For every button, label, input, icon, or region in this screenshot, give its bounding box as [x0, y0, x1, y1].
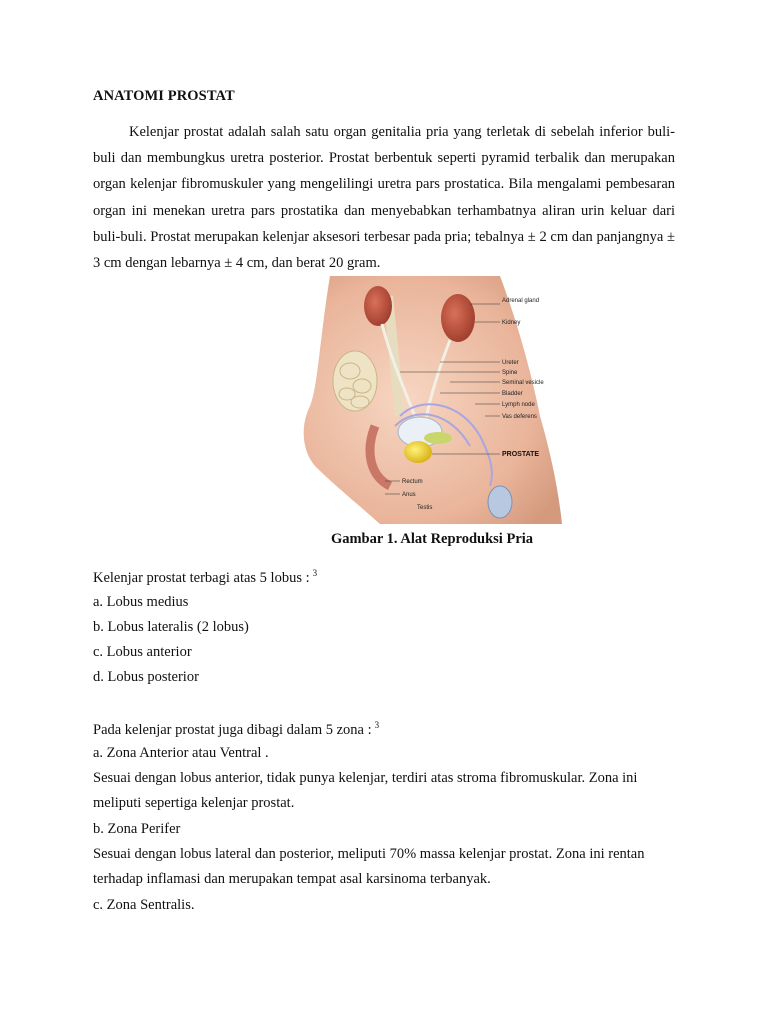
lobus-intro-text: Kelenjar prostat terbagi atas 5 lobus : [93, 570, 310, 586]
intro-paragraph [93, 119, 675, 276]
label-adrenal: Adrenal gland [502, 298, 540, 304]
lobus-item-posterior: d. Lobus posterior [93, 669, 199, 685]
zona-intro [93, 720, 379, 739]
label-prostate: PROSTATE [502, 451, 540, 458]
label-lymph: Lymph node [502, 402, 535, 408]
label-kidney: Kidney [502, 320, 521, 326]
anatomy-figure [300, 276, 562, 524]
label-rectum: Rectum [402, 479, 423, 485]
zona-intro-text: Pada kelenjar prostat juga dibagi dalam 5 zona : [93, 722, 372, 738]
label-ureter: Ureter [502, 360, 519, 366]
lobus-intro [93, 568, 317, 587]
lobus-item-anterior: c. Lobus anterior [93, 644, 192, 660]
zona-a-title: a. Zona Anterior atau Ventral . [93, 745, 269, 761]
zona-b-text-line-1: Sesuai dengan lobus lateral dan posterior, meliputi 70% massa kelenjar prostat. Zona ini rentan [93, 846, 645, 862]
label-anus: Anus [402, 492, 416, 498]
zona-c-title: c. Zona Sentralis. [93, 897, 195, 913]
lobus-item-medius: a. Lobus medius [93, 594, 189, 610]
zona-b-title: b. Zona Perifer [93, 821, 181, 837]
label-bladder: Bladder [502, 391, 523, 397]
zona-a-text-line-2: meliputi sepertiga kelenjar prostat. [93, 795, 295, 811]
section-title: ANATOMI PROSTAT [93, 88, 235, 104]
label-vas: Vas deferens [502, 414, 537, 420]
figure-caption: Gambar 1. Alat Reproduksi Pria [330, 531, 534, 547]
intro-paragraph-text: Kelenjar prostat adalah salah satu organ genitalia pria yang terletak di sebelah inferior buli-buli dan membungkus uretra posterior. Prostat berbentuk seperti pyramid terbalik dan merupakan organ kelenjar fibromuskuler yang mengelilingi uretra pars prostatica. Bila mengalami pembesaran organ ini menekan uretra pars prostatika dan menyebabkan terhambatnya aliran urin keluar dari buli-buli. Prostat merupakan kelenjar aksesori terbesar pada pria; tebalnya ± 2 cm dan panjangnya ± 3 cm dengan lebarnya ± 4 cm, dan berat 20 gram. [93, 124, 675, 272]
label-spine: Spine [502, 370, 518, 376]
label-testis: Testis [417, 505, 433, 511]
zona-a-text-line-1: Sesuai dengan lobus anterior, tidak punya kelenjar, terdiri atas stroma fibromuskular. Zona ini [93, 770, 638, 786]
lobus-reference: 3 [312, 568, 318, 578]
label-seminal: Seminal vesicle [502, 380, 544, 386]
zona-reference: 3 [374, 720, 380, 730]
lobus-item-lateralis: b. Lobus lateralis (2 lobus) [93, 619, 249, 635]
zona-b-text-line-2: terhadap inflamasi dan merupakan tempat asal karsinoma terbanyak. [93, 871, 491, 887]
